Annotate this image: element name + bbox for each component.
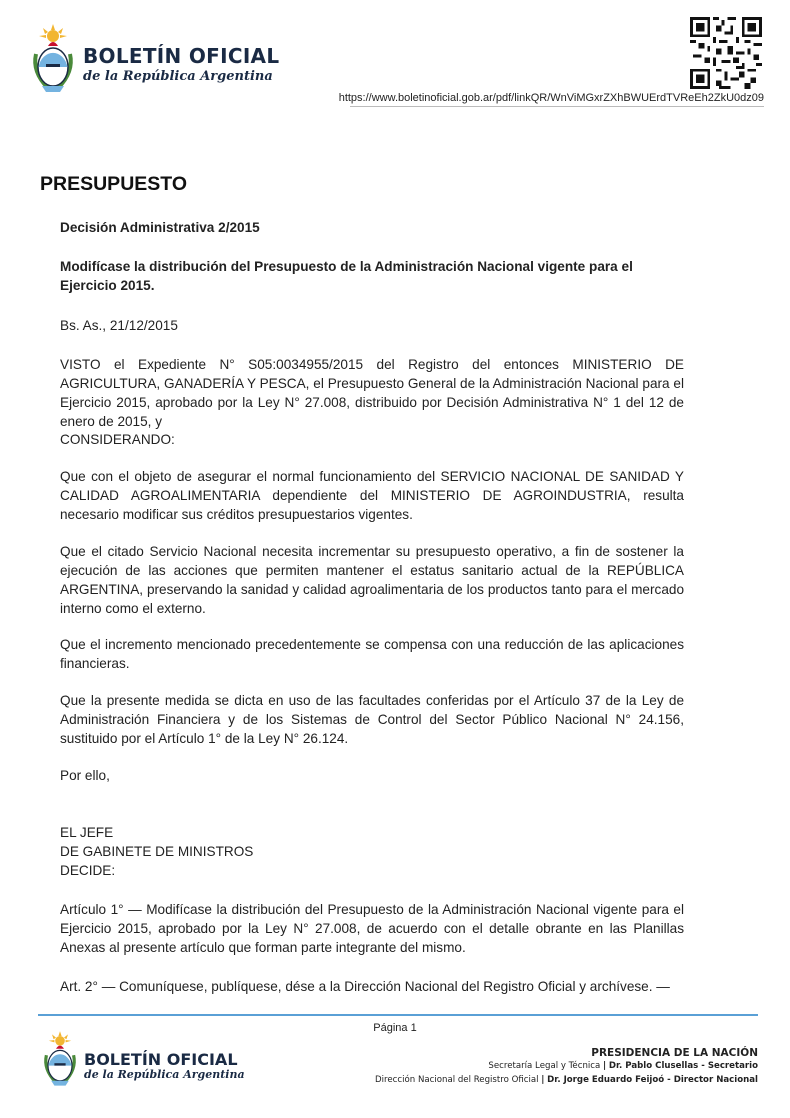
footer-director-name: Dr. Jorge Eduardo Feijoó - Director Nacional — [547, 1075, 758, 1085]
logo-subtitle: de la República Argentina — [83, 69, 273, 84]
place-date: Bs. As., 21/12/2015 — [60, 318, 178, 333]
footer-separator: | — [541, 1075, 545, 1085]
footer-separator: | — [603, 1061, 607, 1071]
signer-line-3: DECIDE: — [60, 863, 116, 878]
logo-title: BOLETÍN OFICIAL — [83, 44, 280, 68]
visto-paragraph: VISTO el Expediente N° S05:0034955/2015 del Registro del entonces MINISTERIO DE AGRICULTURA, GANADERÍA Y PESCA, el Presupuesto General de la Administración Nacional para el Ejercicio 2015, aprobado por la Ley N° 27.008, distribuido por Decisión Administrativa N° 1 del 12 de enero de 2015, y — [60, 357, 684, 429]
section-title: PRESUPUESTO — [40, 173, 188, 195]
header-divider — [350, 106, 764, 107]
footer-secretaria-name: Secretaría Legal y Técnica — [488, 1061, 601, 1071]
qr-code-icon — [690, 17, 762, 89]
footer-logo-subtitle: de la República Argentina — [84, 1068, 245, 1081]
signer-line-1: EL JEFE — [60, 825, 114, 840]
signer-line-2: DE GABINETE DE MINISTROS — [60, 844, 254, 859]
footer-organization: PRESIDENCIA DE LA NACIÓN — [591, 1047, 758, 1059]
considerando-heading: CONSIDERANDO: — [60, 432, 175, 447]
coat-of-arms-icon — [40, 1030, 80, 1090]
header-logo — [28, 24, 280, 96]
considerando-paragraph-4: Que la presente medida se dicta en uso de las facultades conferidas por el Artículo 37 de la Ley de Administración Financiera y de los Sistemas de Control del Sector Público Nacional N° 24.156, sustituido por el Artículo 1° de la Ley N° 26.124. — [60, 693, 684, 746]
footer-logo — [40, 1030, 245, 1090]
footer-secretary-name: Dr. Pablo Clusellas - Secretario — [608, 1061, 758, 1071]
page-number: Página 1 — [373, 1022, 417, 1034]
footer-divider — [38, 1014, 758, 1016]
coat-of-arms-icon — [28, 24, 78, 96]
footer-direccion — [375, 1075, 758, 1085]
footer-logo-title: BOLETÍN OFICIAL — [84, 1050, 238, 1069]
article-2: Art. 2° — Comuníquese, publíquese, dése a la Dirección Nacional del Registro Oficial y archívese. — — [60, 979, 670, 994]
considerando-paragraph-2: Que el citado Servicio Nacional necesita incrementar su presupuesto operativo, a fin de sostener la ejecución de las acciones que permiten mantener el estatus sanitario actual de la REPÚBLICA ARGENTINA, preservando la sanidad y calidad agroalimentaria de los productos tanto para el mercado interno como el externo. — [60, 544, 684, 616]
por-ello: Por ello, — [60, 768, 110, 783]
footer-direccion-name: Dirección Nacional del Registro Oficial — [375, 1075, 539, 1085]
considerando-paragraph-1: Que con el objeto de asegurar el normal funcionamiento del SERVICIO NACIONAL DE SANIDAD Y CALIDAD AGROALIMENTARIA dependiente del MINISTERIO DE AGROINDUSTRIA, resulta necesario modificar sus créditos presupuestarios vigentes. — [60, 469, 684, 522]
footer-secretaria — [488, 1061, 758, 1071]
article-1: Artículo 1° — Modifícase la distribución del Presupuesto de la Administración Nacional vigente para el Ejercicio 2015, aprobado por la Ley N° 27.008, de acuerdo con el detalle obrante en las Planillas Anexas al presente artículo que forman parte integrante del mismo. — [60, 902, 684, 955]
header-url[interactable]: https://www.boletinoficial.gob.ar/pdf/linkQR/WnViMGxrZXhBWUErdTVReEh2ZkU0dz09 — [338, 92, 764, 104]
decision-summary: Modifícase la distribución del Presupuesto de la Administración Nacional vigente para el Ejercicio 2015. — [60, 259, 633, 293]
considerando-paragraph-3: Que el incremento mencionado precedentemente se compensa con una reducción de las aplicaciones financieras. — [60, 637, 684, 671]
decision-title: Decisión Administrativa 2/2015 — [60, 220, 260, 235]
